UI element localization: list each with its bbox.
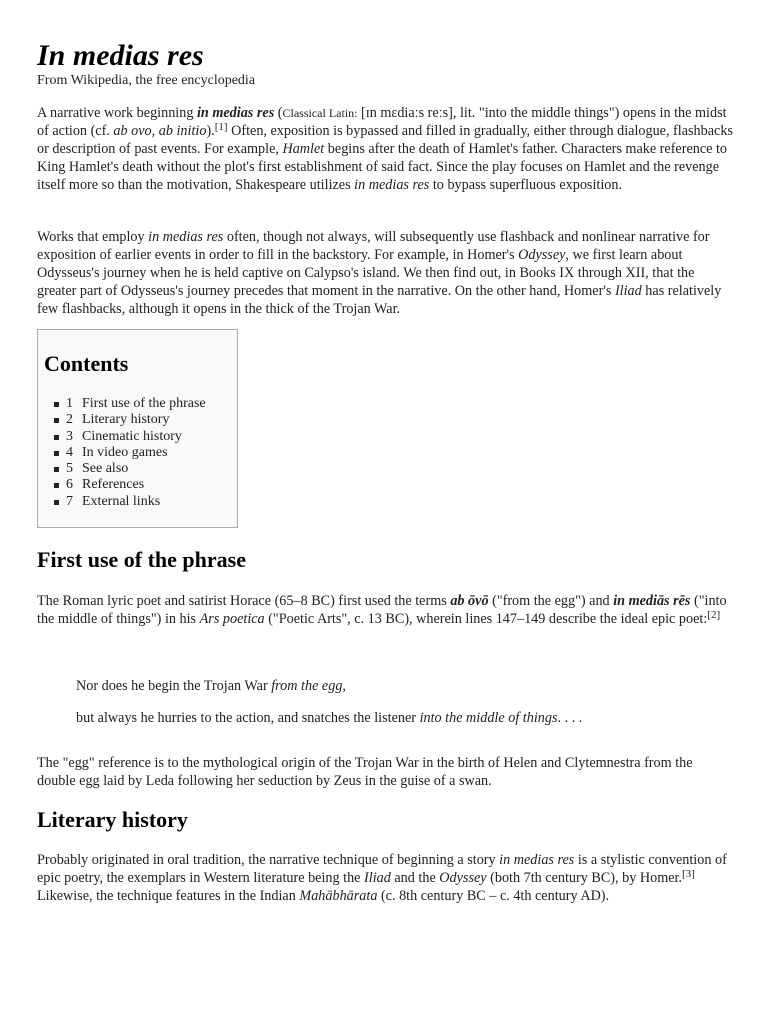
toc-link[interactable]: Literary history [82, 412, 170, 428]
quote-emphasis: from the egg [271, 678, 343, 694]
term-emphasis: in medias res [148, 229, 224, 245]
text: Often, exposition is bypassed and filled in gradually, either through dialogue, flashbacks or description of past events. For example, [37, 123, 733, 157]
toc-link[interactable]: Cinematic history [82, 428, 182, 444]
toc-number: 4 [66, 444, 73, 460]
toc-item[interactable] [66, 412, 206, 428]
text: The Roman lyric poet and satirist Horace (65–8 BC) first used the terms [37, 593, 451, 609]
literary-history-paragraph [37, 851, 733, 905]
text: to bypass superfluous exposition. [429, 177, 623, 193]
work-title[interactable]: Ars poetica [199, 611, 265, 627]
term-link[interactable]: ab initio [158, 123, 207, 139]
term-emphasis: ab ōvō [450, 593, 489, 609]
text: but always he hurries to the action, and snatches the listener [76, 710, 420, 726]
work-title[interactable]: Odyssey [518, 247, 566, 263]
egg-reference-paragraph: The "egg" reference is to the mythological origin of the Trojan War in the birth of Helen and Clytemnestra from the double egg laid by Leda following her seduction by Zeus in the guise of a swan. [37, 755, 693, 789]
text: , [151, 123, 159, 139]
page-title: In medias res [37, 39, 204, 72]
text: , lit. "into the middle things") opens in the midst of action (cf. [37, 105, 727, 139]
table-of-contents [37, 329, 238, 528]
work-title[interactable]: Iliad [614, 283, 642, 299]
toc-list [66, 396, 206, 510]
text: Works that employ [37, 229, 149, 245]
toc-item[interactable] [66, 445, 206, 461]
intro-paragraph-1: A narrative work beginning in medias res (Classical Latin: [ɪn mɛdiaːs reːs], lit. "into the middle things") opens in the midst of action (cf. ab ovo, ab initio).[1] Often, exposition is bypassed and filled in gradually, either through dialogue, flashbacks or description of past events. For example, Hamlet begins after the death of Hamlet's father. Characters make reference to King Hamlet's death without the plot's first establishment of said fact. Since the play focuses on Hamlet and the revenge itself more so than the motivation, Shakespeare utilizes in medias res to bypass superfluous exposition. [37, 105, 733, 193]
citation-link[interactable]: [2] [707, 609, 721, 621]
text: Nor does he begin the Trojan War [76, 678, 272, 694]
term-emphasis: in medias res [196, 105, 275, 121]
citation-link[interactable]: [3] [682, 868, 695, 880]
text: (both 7th century BC), by Homer. [486, 870, 683, 886]
toc-item[interactable] [66, 494, 206, 510]
text: begins after the death of Hamlet's father. Characters make reference to King Hamlet's death without the plot's first establishment of said fact. Since the play focuses on Hamlet and the revenge itself more so than the motivation, Shakespeare utilizes [37, 141, 728, 193]
citation-link[interactable]: [1] [214, 121, 228, 133]
toc-title: Contents [44, 351, 129, 376]
text: Probably originated in oral tradition, the narrative technique of beginning a story [37, 852, 500, 868]
work-title[interactable]: Iliad [364, 870, 391, 886]
toc-link[interactable]: References [82, 477, 145, 493]
text: ("into the middle of things") in his [37, 593, 727, 627]
toc-item[interactable] [66, 396, 206, 412]
toc-item[interactable] [66, 477, 206, 493]
text: ). [206, 123, 215, 139]
text: ("from the egg") and [488, 593, 614, 609]
language-link[interactable]: Classical Latin: [282, 106, 358, 120]
section-heading-literary-history: Literary history [37, 807, 188, 832]
toc-item[interactable] [66, 429, 206, 445]
text: (c. 8th century BC – c. 4th century AD). [377, 888, 610, 904]
work-title[interactable]: Odyssey [439, 870, 487, 886]
text: . . . . [557, 710, 583, 726]
toc-number: 7 [66, 493, 73, 509]
toc-link[interactable]: In video games [82, 444, 168, 460]
text: Likewise, the technique features in the Indian [37, 888, 300, 904]
term-emphasis: in mediās rēs [613, 593, 691, 609]
text: ("Poetic Arts", c. 13 BC), wherein lines 147–149 describe the ideal epic poet: [264, 611, 708, 627]
toc-link[interactable]: External links [82, 493, 161, 509]
ipa-pronunciation[interactable]: [ɪn mɛdiaːs reːs] [361, 105, 453, 121]
work-title[interactable]: Mahābhārata [299, 888, 378, 904]
intro-paragraph-2 [37, 228, 733, 318]
text: A narrative work beginning [37, 105, 197, 121]
toc-number: 3 [66, 428, 73, 444]
term-emphasis: in medias res [499, 852, 575, 868]
text: is a stylistic convention of epic poetry, the exemplars in Western literature being the [37, 852, 727, 886]
toc-number: 1 [66, 396, 73, 411]
blockquote-line-1 [76, 677, 346, 695]
text: , [342, 678, 346, 694]
toc-item[interactable] [66, 461, 206, 477]
text: has relatively few flashbacks, although it opens in the thick of the Trojan War. [37, 283, 722, 317]
term-emphasis: in medias res [354, 177, 430, 193]
toc-number: 2 [66, 412, 73, 428]
toc-number: 5 [66, 461, 73, 477]
toc-link[interactable]: First use of the phrase [82, 396, 206, 411]
toc-number: 6 [66, 477, 73, 493]
work-title[interactable]: Hamlet [282, 141, 325, 157]
text: , we first learn about Odysseus's journey when he is held captive on Calypso's island. We then find out, in Books IX through XII, that the greater part of Odysseus's journey precedes that moment in the narrative. On the other hand, Homer's [37, 247, 695, 299]
toc-link[interactable]: See also [82, 461, 129, 477]
first-use-paragraph [37, 592, 733, 628]
term-link[interactable]: ab ovo [113, 123, 152, 139]
section-heading-first-use: First use of the phrase [37, 547, 246, 572]
blockquote-line-2 [76, 709, 582, 727]
text: and the [390, 870, 440, 886]
text: often, though not always, will subsequently use flashback and nonlinear narrative for exposition of earlier events in order to fill in the backstory. For example, in Homer's [37, 229, 710, 263]
quote-emphasis: into the middle of things [419, 710, 558, 726]
page-subtitle: From Wikipedia, the free encyclopedia [37, 73, 256, 88]
